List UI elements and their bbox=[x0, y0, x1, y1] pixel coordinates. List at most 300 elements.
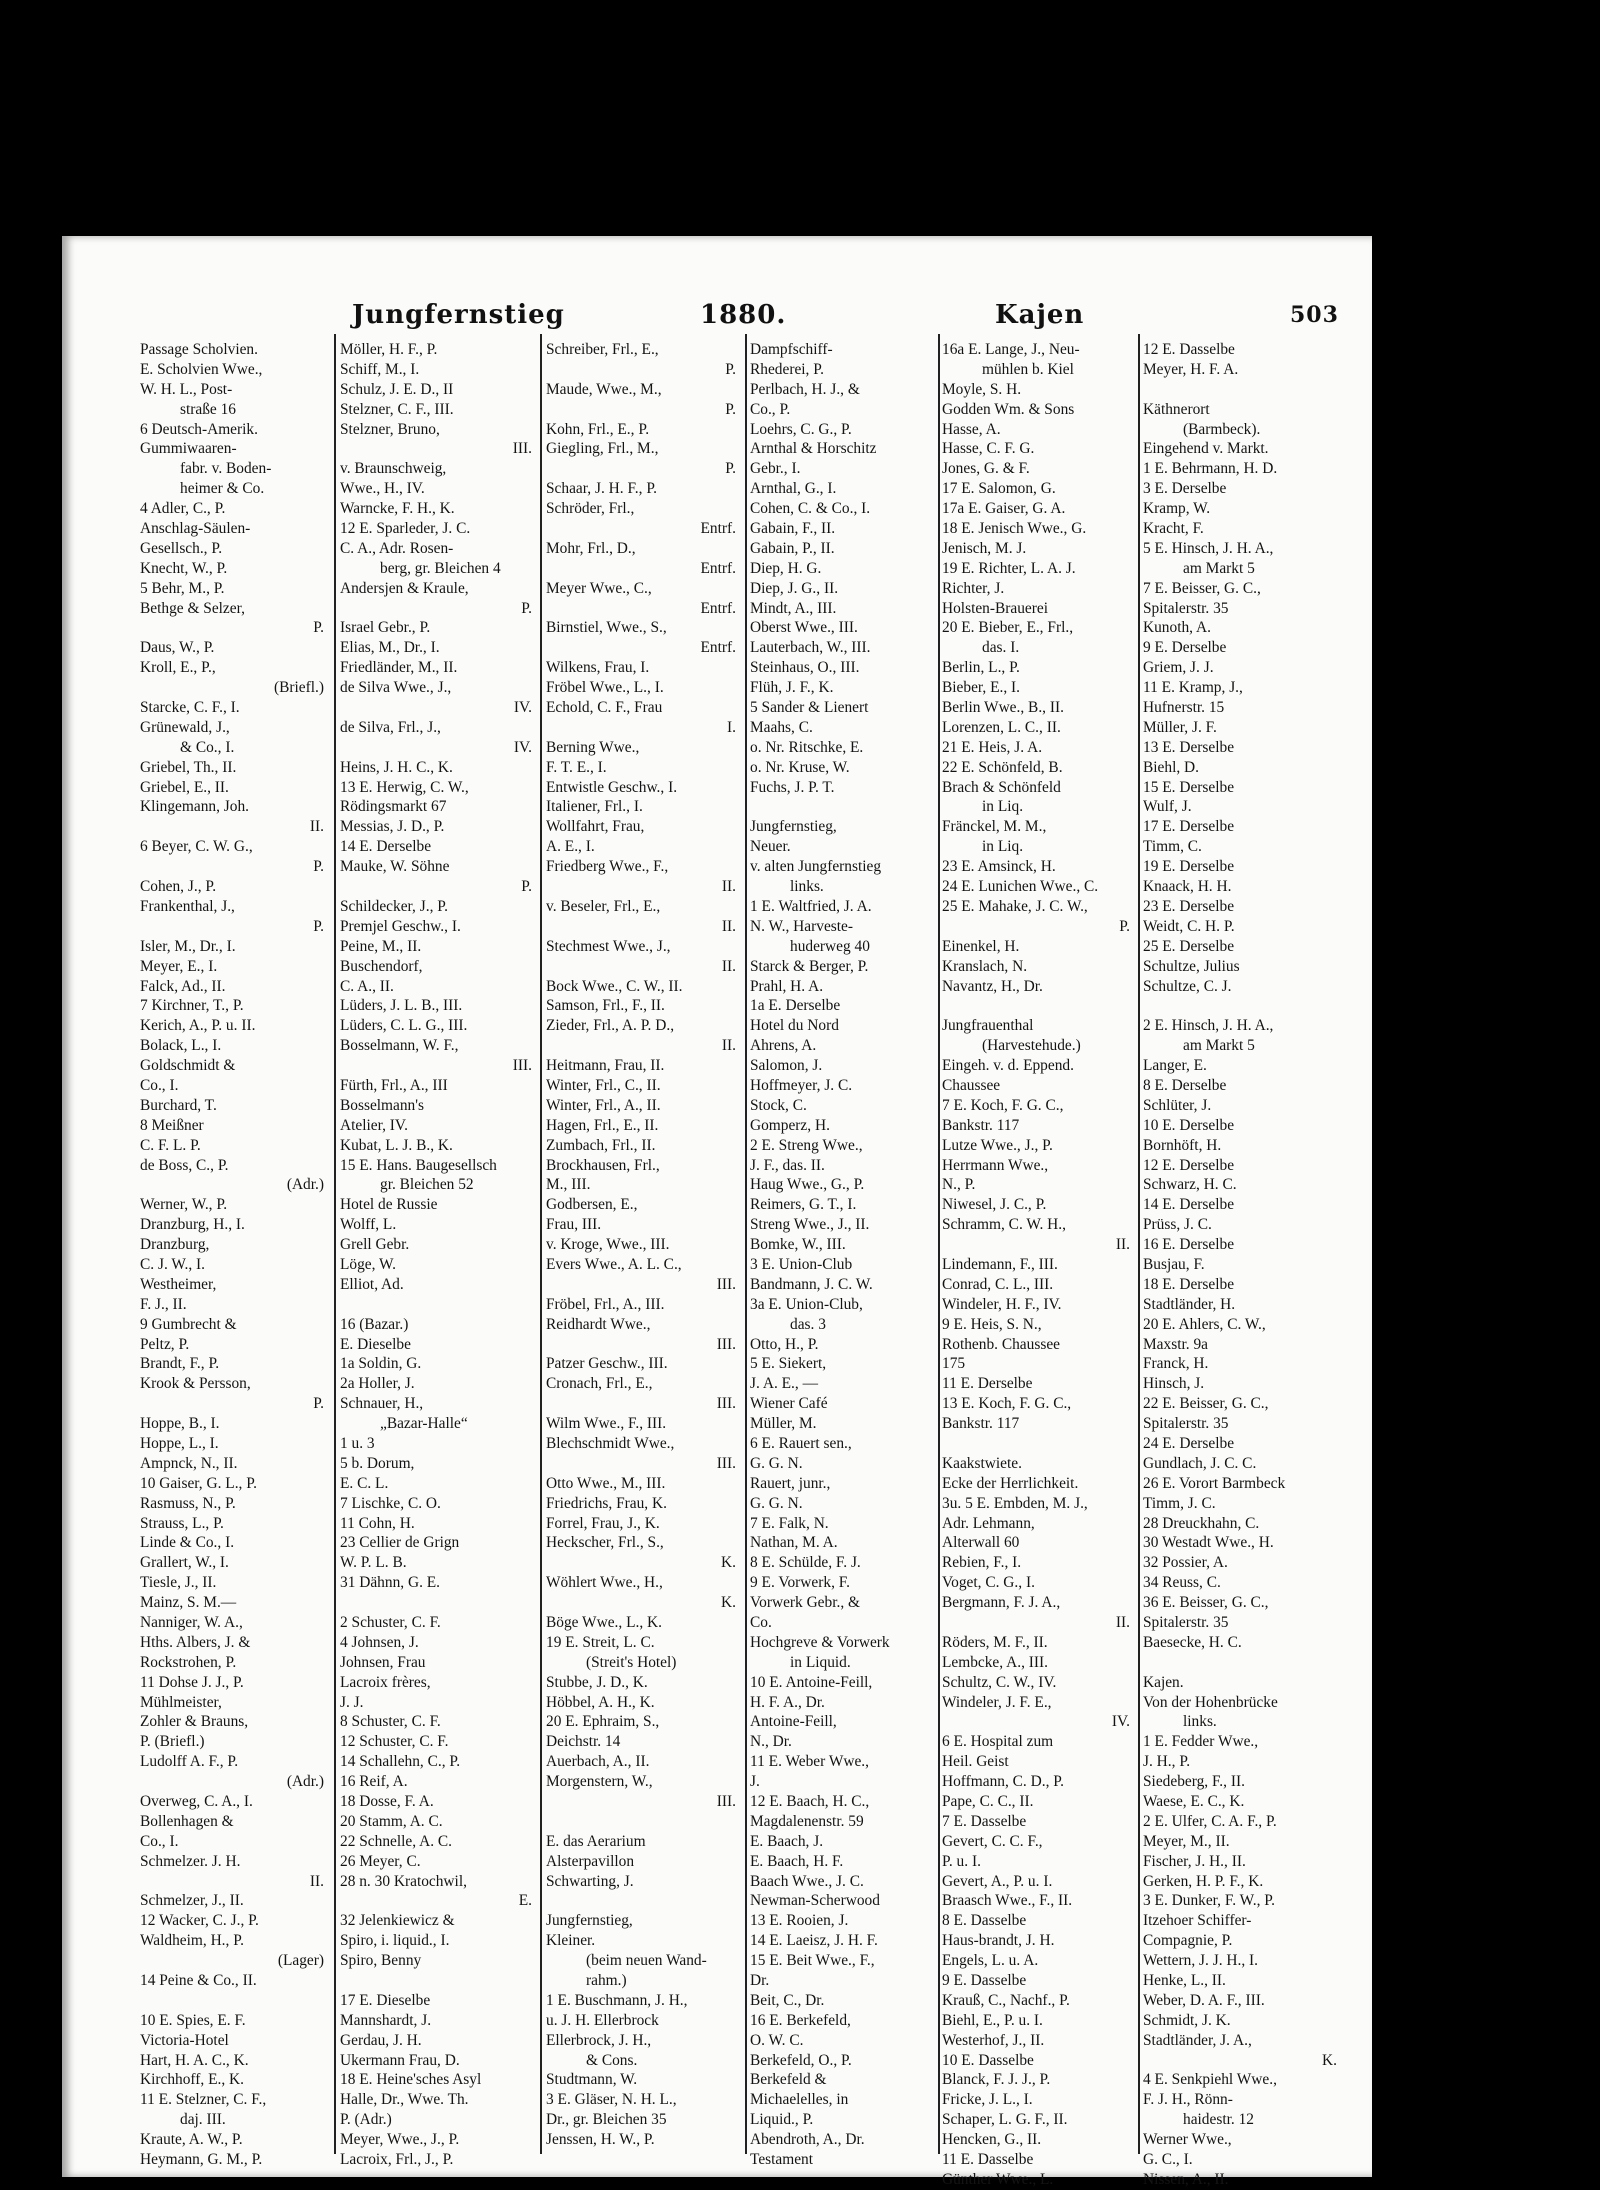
directory-entry-line: Gevert, C. C. F., bbox=[942, 1832, 1043, 1850]
directory-entry-line: Giegling, Frl., M., bbox=[546, 440, 659, 458]
directory-entry-line: J. J. bbox=[340, 1693, 364, 1711]
directory-entry-line: Mühlmeister, bbox=[140, 1693, 222, 1711]
directory-entry-line: G. G. N. bbox=[750, 1494, 803, 1512]
directory-entry-line: 13 E. Herwig, C. W., bbox=[340, 778, 469, 796]
directory-entry-line: Elias, M., Dr., I. bbox=[340, 639, 440, 657]
directory-entry-line: 32 Possier, A. bbox=[1143, 1554, 1228, 1572]
directory-entry-line: 18 E. Derselbe bbox=[1143, 1275, 1235, 1293]
directory-entry-line: Bolack, L., I. bbox=[140, 1037, 222, 1055]
directory-entry-line: 16a E. Lange, J., Neu- bbox=[942, 341, 1080, 358]
directory-entry-line: 14 E. Derselbe bbox=[340, 838, 432, 856]
directory-entry-line: 7 Lischke, C. O. bbox=[340, 1494, 441, 1512]
directory-entry-line: Beit, C., Dr. bbox=[750, 1991, 825, 2009]
directory-entry-line: Starcke, C. F., I. bbox=[140, 699, 240, 717]
directory-entry-line: (Adr.) bbox=[286, 1773, 324, 1791]
directory-entry-line: Perlbach, H. J., & bbox=[750, 380, 860, 398]
directory-entry-line: Schlüter, J. bbox=[1143, 1096, 1212, 1114]
directory-entry-line: Stadtländer, J. A., bbox=[1143, 2031, 1252, 2049]
directory-entry-line: Schröder, Frl., bbox=[546, 500, 635, 518]
directory-entry-line: Heil. Geist bbox=[942, 1753, 1009, 1771]
directory-entry-line: Hufnerstr. 15 bbox=[1143, 699, 1225, 717]
directory-entry-line: 23 E. Amsinck, H. bbox=[942, 858, 1056, 876]
directory-entry-line: Schmelzer. J. H. bbox=[140, 1852, 241, 1870]
directory-entry-line bbox=[1143, 380, 1343, 400]
directory-entry-line: links. bbox=[1183, 1713, 1217, 1731]
directory-entry-line: Stubbe, J. D., K. bbox=[546, 1673, 648, 1691]
directory-entry-line: Windeler, J. F. E., bbox=[942, 1693, 1052, 1711]
directory-entry-line: 11 E. Weber Wwe., bbox=[750, 1753, 869, 1771]
running-head-right: Kajen bbox=[995, 300, 1085, 330]
directory-entry-line: Ecke der Herrlichkeit. bbox=[942, 1474, 1079, 1492]
directory-entry-line: J. H., P. bbox=[1143, 1753, 1191, 1771]
directory-entry-line: I. bbox=[727, 718, 736, 736]
directory-entry-line: o. Nr. Kruse, W. bbox=[750, 758, 850, 776]
directory-entry-line: 9 E. Dasselbe bbox=[942, 1972, 1027, 1990]
directory-entry-line: Stock, C. bbox=[750, 1096, 807, 1114]
directory-entry-line: Schaper, L. G. F., II. bbox=[942, 2111, 1068, 2129]
directory-entry-line: 12 E. Dasselbe bbox=[1143, 341, 1235, 358]
directory-entry-line: P. bbox=[313, 1395, 324, 1413]
directory-entry-line: v. alten Jungfernstieg bbox=[750, 858, 882, 876]
column-rule bbox=[540, 334, 542, 2154]
directory-entry-line: Auerbach, A., II. bbox=[546, 1753, 650, 1771]
directory-entry-line: 2 Schuster, C. F. bbox=[340, 1614, 441, 1631]
directory-entry-line: Engels, L. u. A. bbox=[942, 1952, 1039, 1970]
directory-entry-line: Eingeh. v. d. Eppend. bbox=[942, 1057, 1074, 1075]
directory-entry-line: Niwesel, J. C., P. bbox=[942, 1196, 1047, 1214]
directory-entry-line: Meyer, Wwe., J., P. bbox=[340, 2131, 460, 2149]
directory-entry-line: 3 E. Derselbe bbox=[1143, 480, 1227, 498]
directory-entry-line: Gerdau, J. H. bbox=[340, 2031, 422, 2049]
directory-entry-line: 1 E. Fedder Wwe., bbox=[1143, 1733, 1259, 1751]
directory-entry-line: Fischer, J. H., II. bbox=[1143, 1852, 1246, 1870]
directory-entry-line: Schildecker, J., P. bbox=[340, 897, 448, 915]
directory-entry-line: Fuchs, J. P. T. bbox=[750, 778, 835, 796]
directory-entry-line bbox=[546, 1812, 742, 1832]
directory-entry-line: Kerich, A., P. u. II. bbox=[140, 1017, 256, 1035]
directory-entry-line: Blechschmidt Wwe., bbox=[546, 1434, 675, 1452]
directory-entry-line: 7 E. Dasselbe bbox=[942, 1812, 1027, 1830]
directory-entry-line: 1 E. Waltfried, J. A. bbox=[750, 897, 872, 915]
directory-entry-line: E. Baach, J. bbox=[750, 1832, 824, 1850]
directory-entry-line: Kirchhoff, E., K. bbox=[140, 2071, 245, 2089]
directory-entry-line: 7 E. Falk, N. bbox=[750, 1514, 829, 1532]
directory-entry-line: Schiff, M., I. bbox=[340, 360, 420, 378]
directory-entry-line: Gabain, P., II. bbox=[750, 539, 835, 557]
directory-entry-line: Prüss, J. C. bbox=[1143, 1216, 1212, 1234]
directory-entry-line: Navantz, H., Dr. bbox=[942, 977, 1043, 995]
directory-entry-line: 10 E. Antoine-Feill, bbox=[750, 1673, 873, 1691]
directory-entry-line: Haug Wwe., G., P. bbox=[750, 1176, 865, 1194]
directory-entry-line: Entrf. bbox=[700, 559, 736, 577]
directory-entry-line: Adr. Lehmann, bbox=[942, 1514, 1035, 1532]
directory-entry-line: Wilm Wwe., F., III. bbox=[546, 1415, 667, 1433]
directory-entry-line: 1 E. Behrmann, H. D. bbox=[1143, 460, 1278, 478]
directory-entry-line: Kroll, E., P., bbox=[140, 659, 216, 677]
directory-entry-line: (Briefl.) bbox=[274, 679, 324, 697]
directory-entry-line: Kaakstwiete. bbox=[942, 1454, 1022, 1472]
directory-entry-line: 7 E. Koch, F. G. C., bbox=[942, 1096, 1064, 1114]
directory-entry-line: Maxstr. 9a bbox=[1143, 1335, 1208, 1353]
directory-entry-line: Schulz, J. E. D., II bbox=[340, 380, 454, 398]
directory-entry-line: Löge, W. bbox=[340, 1255, 397, 1273]
directory-entry-line: v. Braunschweig, bbox=[340, 460, 447, 478]
directory-entry-line: 6 E. Rauert sen., bbox=[750, 1434, 852, 1452]
directory-entry-line: Kramp, W. bbox=[1143, 500, 1211, 518]
directory-entry-line: Flüh, J. F., K. bbox=[750, 679, 834, 697]
directory-entry-line: Patzer Geschw., III. bbox=[546, 1355, 668, 1373]
directory-entry-line: Michaelelles, in bbox=[750, 2091, 849, 2109]
directory-entry-line: Frau, III. bbox=[546, 1216, 602, 1234]
directory-entry-line: Bock Wwe., C. W., II. bbox=[546, 977, 683, 995]
directory-entry-line: Nathan, M. A. bbox=[750, 1534, 838, 1552]
directory-entry-line: Rothenb. Chaussee bbox=[942, 1335, 1060, 1353]
directory-entry-line: (Harvestehude.) bbox=[982, 1037, 1081, 1055]
directory-entry-line: Berkefeld, O., P. bbox=[750, 2051, 852, 2069]
running-head-year: 1880. bbox=[700, 300, 787, 330]
directory-entry-line: Lacroix, Frl., J., P. bbox=[340, 2151, 454, 2169]
directory-entry-line: Klingemann, Joh. bbox=[140, 798, 250, 816]
directory-entry-line: (beim neuen Wand- bbox=[586, 1952, 707, 1970]
directory-entry-line: 16 (Bazar.) bbox=[340, 1315, 409, 1333]
directory-entry-line: Bornhöft, H. bbox=[1143, 1136, 1222, 1154]
directory-entry-line: IV. bbox=[513, 699, 532, 717]
directory-entry-line: Morgenstern, W., bbox=[546, 1773, 653, 1791]
directory-entry-line: Möller, H. F., P. bbox=[340, 341, 438, 358]
directory-entry-line: 17 E. Dieselbe bbox=[340, 1991, 431, 2009]
directory-entry-line: Zieder, Frl., A. P. D., bbox=[546, 1017, 675, 1035]
directory-entry-line: 15 E. Hans. Baugesellsch bbox=[340, 1156, 497, 1174]
directory-entry-line: Haus-brandt, J. H. bbox=[942, 1932, 1055, 1950]
directory-entry-line: W. H. L., Post- bbox=[140, 380, 233, 398]
directory-entry-line: Wulf, J. bbox=[1143, 798, 1192, 816]
directory-entry-line: 16 Reif, A. bbox=[340, 1773, 408, 1791]
directory-entry-line: Baach Wwe., J. C. bbox=[750, 1872, 864, 1890]
directory-entry-line: Meyer Wwe., C., bbox=[546, 579, 652, 597]
directory-entry-line: 15 E. Beit Wwe., F., bbox=[750, 1952, 875, 1970]
directory-entry-line: das. I. bbox=[982, 639, 1020, 657]
directory-entry-line: 23 Cellier de Grign bbox=[340, 1534, 460, 1552]
directory-entry-line: Vorwerk Gebr., & bbox=[750, 1594, 860, 1612]
directory-entry-line: J. A. E., — bbox=[750, 1375, 818, 1393]
directory-entry-line: Kleiner. bbox=[546, 1932, 596, 1950]
directory-entry-line: Bollenhagen & bbox=[140, 1812, 234, 1830]
directory-entry-line: Peine, M., II. bbox=[340, 937, 422, 955]
directory-entry-line: Evers Wwe., A. L. C., bbox=[546, 1255, 682, 1273]
directory-entry-line: Gundlach, J. C. C. bbox=[1143, 1454, 1257, 1472]
directory-entry-line: Knaack, H. H. bbox=[1143, 878, 1232, 896]
directory-entry-line: de Boss, C., P. bbox=[140, 1156, 229, 1174]
directory-entry-line: Elliot, Ad. bbox=[340, 1275, 404, 1293]
directory-entry-line: P. bbox=[313, 917, 324, 935]
directory-entry-line: Maude, Wwe., M., bbox=[546, 380, 662, 398]
directory-entry-line: 4 E. Senkpiehl Wwe., bbox=[1143, 2071, 1277, 2089]
directory-entry-line: Henke, L., II. bbox=[1143, 1972, 1226, 1990]
directory-entry-line: Victoria-Hotel bbox=[140, 2031, 229, 2049]
directory-entry-line: Meyer, M., II. bbox=[1143, 1832, 1230, 1850]
directory-entry-line: Dranzburg, H., I. bbox=[140, 1216, 245, 1234]
directory-entry-line: in Liq. bbox=[982, 798, 1024, 816]
directory-entry-line: 17 E. Derselbe bbox=[1143, 818, 1235, 836]
directory-entry-line: 30 Westadt Wwe., H. bbox=[1143, 1534, 1274, 1552]
directory-entry-line: Bomke, W., III. bbox=[750, 1236, 846, 1254]
directory-entry-line: Premjel Geschw., I. bbox=[340, 917, 461, 935]
directory-entry-line: Pape, C. C., II. bbox=[942, 1793, 1034, 1811]
column-rule bbox=[938, 334, 940, 2154]
directory-entry-line: Heitmann, Frau, II. bbox=[546, 1057, 665, 1075]
directory-entry-line: Jungfernstieg, bbox=[750, 818, 837, 836]
directory-entry-line: Krauß, C., Nachf., P. bbox=[942, 1991, 1070, 2009]
directory-entry-line: Goldschmidt & bbox=[140, 1057, 236, 1075]
directory-entry-line: III. bbox=[512, 440, 532, 458]
directory-entry-line: 10 E. Spies, E. F. bbox=[140, 2011, 246, 2029]
directory-entry-line: Waldheim, H., P. bbox=[140, 1932, 244, 1950]
directory-entry-line: 7 Kirchner, T., P. bbox=[140, 997, 244, 1015]
directory-entry-line: Gerken, H. P. F., K. bbox=[1143, 1872, 1264, 1890]
directory-entry-line: Rauert, junr., bbox=[750, 1474, 831, 1492]
directory-entry-line: Buschendorf, bbox=[340, 957, 423, 975]
column-rule bbox=[1138, 334, 1140, 2154]
directory-entry-line bbox=[340, 1971, 538, 1991]
directory-entry-line: Overweg, C. A., I. bbox=[140, 1793, 253, 1811]
directory-entry-line: P. bbox=[521, 599, 532, 617]
directory-entry-line: in Liq. bbox=[982, 838, 1024, 856]
directory-entry-line: de Silva, Frl., J., bbox=[340, 718, 441, 736]
directory-entry-line: Hinsch, J. bbox=[1143, 1375, 1205, 1393]
directory-entry-line: P. bbox=[313, 619, 324, 637]
directory-entry-line: Brockhausen, Frl., bbox=[546, 1156, 660, 1174]
directory-entry-line: II. bbox=[721, 1037, 736, 1055]
directory-entry-line: E. bbox=[518, 1892, 532, 1910]
directory-entry-line: 3 E. Gläser, N. H. L., bbox=[546, 2091, 677, 2109]
directory-entry-line: Hencken, G., II. bbox=[942, 2131, 1042, 2149]
directory-entry-line: II. bbox=[721, 917, 736, 935]
page-number: 503 bbox=[1290, 302, 1339, 328]
directory-entry-line bbox=[140, 1991, 330, 2011]
directory-entry-line: Käthnerort bbox=[1143, 400, 1210, 418]
directory-entry-line: Halle, Dr., Wwe. Th. bbox=[340, 2091, 469, 2109]
directory-entry-line: 19 E. Streit, L. C. bbox=[546, 1633, 655, 1651]
directory-entry-line: 10 Gaiser, G. L., P. bbox=[140, 1474, 257, 1492]
directory-entry-line: 21 E. Heis, J. A. bbox=[942, 738, 1043, 756]
directory-entry-line: Conrad, C. L., III. bbox=[942, 1275, 1054, 1293]
directory-entry-line bbox=[546, 1891, 742, 1911]
directory-entry-line: 11 E. Kramp, J., bbox=[1143, 679, 1243, 697]
directory-entry-line: Ludolff A. F., P. bbox=[140, 1753, 239, 1771]
directory-entry-line: II. bbox=[721, 957, 736, 975]
directory-entry-line: Biehl, E., P. u. I. bbox=[942, 2011, 1043, 2029]
directory-entry-line: 8 E. Dasselbe bbox=[942, 1912, 1027, 1930]
directory-entry-line: Stelzner, C. F., III. bbox=[340, 400, 454, 418]
directory-entry-line: Griebel, Th., II. bbox=[140, 758, 237, 776]
directory-entry-line: Co., P. bbox=[750, 400, 791, 418]
directory-entry-line: 25 E. Mahake, J. C. W., bbox=[942, 897, 1088, 915]
directory-entry-line: Hasse, A. bbox=[942, 420, 1001, 438]
directory-entry-line: 16 E. Derselbe bbox=[1143, 1236, 1235, 1254]
directory-entry-line: Schwarz, H. C. bbox=[1143, 1176, 1237, 1194]
directory-entry-line: 13 E. Derselbe bbox=[1143, 738, 1235, 756]
directory-entry-line: Diep, J. G., II. bbox=[750, 579, 839, 597]
directory-entry-line: Meyer, H. F. A. bbox=[1143, 360, 1239, 378]
directory-entry-line: Dr. bbox=[750, 1972, 770, 1990]
directory-entry-line: Blanck, F. J. J., P. bbox=[942, 2071, 1051, 2089]
directory-entry-line: & Cons. bbox=[586, 2051, 638, 2069]
directory-entry-line: de Silva Wwe., J., bbox=[340, 679, 452, 697]
directory-entry-line: III. bbox=[716, 1395, 736, 1413]
directory-entry-line: 5 Sander & Lienert bbox=[750, 699, 869, 717]
directory-entry-line: Richter, J. bbox=[942, 579, 1005, 597]
directory-entry-line: K. bbox=[721, 1594, 736, 1612]
directory-entry-line: 5 b. Dorum, bbox=[340, 1454, 415, 1472]
directory-entry-line: Compagnie, P. bbox=[1143, 1932, 1233, 1950]
column-rule bbox=[745, 334, 747, 2154]
directory-entry-line: Neuer. bbox=[750, 838, 791, 856]
directory-entry-line: Maahs, C. bbox=[750, 718, 813, 736]
directory-entry-line: fabr. v. Boden- bbox=[180, 460, 272, 478]
directory-entry-line: am Markt 5 bbox=[1183, 1037, 1255, 1055]
directory-entry-line bbox=[340, 1295, 538, 1315]
directory-entry-line: 9 E. Heis, S. N., bbox=[942, 1315, 1042, 1333]
directory-entry-line: Kraute, A. W., P. bbox=[140, 2131, 243, 2149]
directory-entry-line: 12 Wacker, C. J., P. bbox=[140, 1912, 259, 1930]
directory-entry-line: 8 Schuster, C. F. bbox=[340, 1713, 441, 1731]
directory-entry-line: Griebel, E., II. bbox=[140, 778, 229, 796]
directory-entry-line: Schwarting, J. bbox=[546, 1872, 634, 1890]
directory-entry-line: 23 E. Derselbe bbox=[1143, 897, 1235, 915]
directory-entry-line: Nanniger, W. A., bbox=[140, 1614, 243, 1631]
directory-entry-line: P. bbox=[1119, 917, 1130, 935]
directory-entry-line: H. F. A., Dr. bbox=[750, 1693, 825, 1711]
directory-entry-line: 11 Dohse J. J., P. bbox=[140, 1673, 244, 1691]
directory-entry-line: P. (Adr.) bbox=[340, 2111, 392, 2129]
directory-entry-line: Biehl, D. bbox=[1143, 758, 1200, 776]
directory-entry-line: 4 Adler, C., P. bbox=[140, 500, 226, 518]
directory-entry-line: Abendroth, A., Dr. bbox=[750, 2131, 865, 2149]
directory-entry-line: berg, gr. Bleichen 4 bbox=[380, 559, 501, 577]
directory-entry-line: Isler, M., Dr., I. bbox=[140, 937, 236, 955]
directory-entry-line: Kranslach, N. bbox=[942, 957, 1028, 975]
directory-entry-line: Gomperz, H. bbox=[750, 1116, 830, 1134]
directory-entry-line: 22 Schnelle, A. C. bbox=[340, 1832, 453, 1850]
directory-entry-line: Griem, J. J. bbox=[1143, 659, 1214, 677]
directory-entry-line: Westerhof, J., II. bbox=[942, 2031, 1045, 2049]
directory-entry-line: II. bbox=[309, 1872, 324, 1890]
directory-entry-line: Lacroix frères, bbox=[340, 1673, 431, 1691]
directory-entry-line: Otto, H., P. bbox=[750, 1335, 819, 1353]
directory-entry-line: 34 Reuss, C. bbox=[1143, 1574, 1221, 1592]
directory-entry-line: 20 E. Ephraim, S., bbox=[546, 1713, 660, 1731]
directory-entry-line: 2 E. Streng Wwe., bbox=[750, 1136, 863, 1154]
directory-entry-line: Mohr, Frl., D., bbox=[546, 539, 636, 557]
directory-entry-line: Nissen, A., II. bbox=[1143, 2170, 1229, 2188]
directory-entry-line: Jungfrauenthal bbox=[942, 1017, 1034, 1035]
directory-entry-line: Lüders, J. L. B., III. bbox=[340, 997, 463, 1015]
directory-entry-line: Arnthal & Horschitz bbox=[750, 440, 877, 458]
directory-entry-line: Spitalerstr. 35 bbox=[1143, 1415, 1229, 1433]
directory-entry-line: 1 u. 3 bbox=[340, 1434, 375, 1452]
directory-entry-line: 12 Schuster, C. F. bbox=[340, 1733, 449, 1751]
directory-entry-line: Voget, C. G., I. bbox=[942, 1574, 1035, 1592]
directory-entry-line: Hoffmeyer, J. C. bbox=[750, 1076, 853, 1094]
directory-entry-line: Winter, Frl., A., II. bbox=[546, 1096, 661, 1114]
directory-entry-line: Testament bbox=[750, 2151, 814, 2169]
directory-entry-line: II. bbox=[1115, 1614, 1130, 1631]
directory-entry-line: Spiro, Benny bbox=[340, 1952, 422, 1970]
directory-entry-line: Bergmann, F. J. A., bbox=[942, 1594, 1061, 1612]
directory-entry-line: (Lager) bbox=[277, 1952, 324, 1970]
directory-entry-line: Steinhaus, O., III. bbox=[750, 659, 860, 677]
directory-entry-line: Mannshardt, J. bbox=[340, 2011, 432, 2029]
directory-entry-line: Zohler & Brauns, bbox=[140, 1713, 249, 1731]
directory-entry-line: Langer, E. bbox=[1143, 1057, 1207, 1075]
directory-entry-line: E. Baach, H. F. bbox=[750, 1852, 844, 1870]
directory-entry-line: N. W., Harveste- bbox=[750, 917, 854, 935]
directory-entry-line: Studtmann, W. bbox=[546, 2071, 638, 2089]
directory-entry-line: Godbersen, E., bbox=[546, 1196, 638, 1214]
directory-entry-line: Burchard, T. bbox=[140, 1096, 217, 1114]
directory-entry-line: Röders, M. F., II. bbox=[942, 1633, 1048, 1651]
directory-entry-line: 9 Gumbrecht & bbox=[140, 1315, 237, 1333]
directory-entry-line: 36 E. Beisser, G. C., bbox=[1143, 1594, 1269, 1612]
directory-entry-line: Deichstr. 14 bbox=[546, 1733, 621, 1751]
directory-entry-line: III. bbox=[512, 1057, 532, 1075]
directory-entry-line: Einenkel, H. bbox=[942, 937, 1020, 955]
directory-entry-line: Entrf. bbox=[700, 639, 736, 657]
directory-entry-line: 22 E. Schönfeld, B. bbox=[942, 758, 1063, 776]
directory-entry-line: Brandt, F., P. bbox=[140, 1355, 220, 1373]
directory-entry-line: 5 Behr, M., P. bbox=[140, 579, 225, 597]
directory-entry-line: 7 E. Beisser, G. C., bbox=[1143, 579, 1261, 597]
directory-entry-line: Busjau, F. bbox=[1143, 1255, 1205, 1273]
directory-entry-line: (Barmbeck). bbox=[1183, 420, 1261, 438]
directory-entry-line: 13 E. Rooien, J. bbox=[750, 1912, 849, 1930]
directory-entry-line: Jenisch, M. J. bbox=[942, 539, 1027, 557]
directory-entry-line: N., P. bbox=[942, 1176, 976, 1194]
directory-entry-line: Linde & Co., I. bbox=[140, 1534, 235, 1552]
directory-entry-line: Meyer, E., I. bbox=[140, 957, 218, 975]
directory-entry-line: P. bbox=[725, 400, 736, 418]
directory-entry-line: 10 E. Derselbe bbox=[1143, 1116, 1235, 1134]
directory-entry-line: 3a E. Union-Club, bbox=[750, 1295, 863, 1313]
directory-entry-line bbox=[942, 1434, 1136, 1454]
directory-entry-line: Cohen, C. & Co., I. bbox=[750, 500, 871, 518]
directory-entry-line: M., III. bbox=[546, 1176, 591, 1194]
directory-entry-line: Dranzburg, bbox=[140, 1236, 210, 1254]
directory-entry-line: Co., I. bbox=[140, 1832, 179, 1850]
directory-entry-line: Moyle, S. H. bbox=[942, 380, 1022, 398]
directory-entry-line: Müller, M. bbox=[750, 1415, 817, 1433]
directory-entry-line: 6 E. Hospital zum bbox=[942, 1733, 1054, 1751]
directory-entry-line: 28 n. 30 Kratochwil, bbox=[340, 1872, 467, 1890]
directory-entry-line: 1 E. Buschmann, J. H., bbox=[546, 1991, 688, 2009]
directory-entry-line: Kunoth, A. bbox=[1143, 619, 1211, 637]
directory-entry-line: Entwistle Geschw., I. bbox=[546, 778, 678, 796]
directory-entry-line: 8 E. Derselbe bbox=[1143, 1076, 1227, 1094]
directory-entry-line: Schultze, Julius bbox=[1143, 957, 1240, 975]
directory-entry-line: Lindemann, F., III. bbox=[942, 1255, 1058, 1273]
directory-entry-line: 18 E. Jenisch Wwe., G. bbox=[942, 520, 1087, 538]
directory-entry-line: 2 E. Hinsch, J. H. A., bbox=[1143, 1017, 1274, 1035]
directory-entry-line: Heckscher, Frl., S., bbox=[546, 1534, 664, 1552]
directory-entry-line bbox=[1143, 1653, 1343, 1673]
directory-entry-line: 11 Cohn, H. bbox=[340, 1514, 415, 1532]
directory-entry-line: Gummiwaaren- bbox=[140, 440, 237, 458]
directory-entry-line: Mauke, W. Söhne bbox=[340, 858, 450, 876]
directory-entry-line: 4 Johnsen, J. bbox=[340, 1633, 419, 1651]
directory-entry-line: III. bbox=[716, 1335, 736, 1353]
directory-entry-line: mühlen b. Kiel bbox=[982, 360, 1074, 378]
directory-entry-line: P. bbox=[521, 878, 532, 896]
